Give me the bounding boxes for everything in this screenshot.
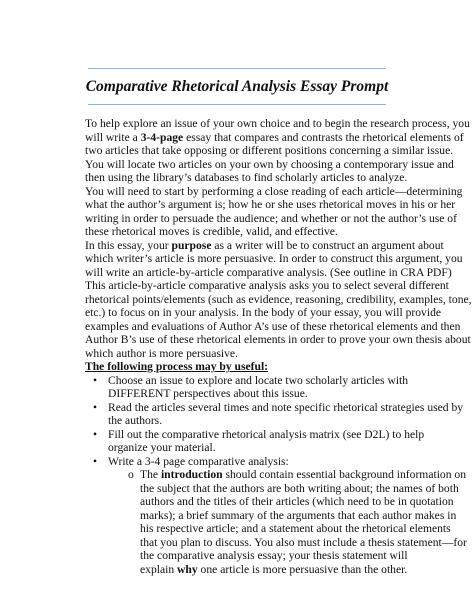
intro-paragraph: [85, 117, 470, 185]
bullet-symbol: •: [93, 400, 98, 414]
bullet-symbol: •: [93, 427, 98, 441]
intro-line: To help explore an issue of your own choice and to begin the research process, you: [85, 117, 470, 130]
purpose-emphasis: purpose: [171, 238, 212, 252]
purpose-line: which writer’s article is more persuasive. In order to construct this argument, you: [85, 252, 463, 265]
sub-item-line: [140, 562, 408, 577]
reading-line: You will need to start by performing a close reading of each article—determining: [85, 184, 463, 198]
purpose-text: as a writer will be to construct an argument about: [211, 238, 444, 252]
list-item: [85, 373, 409, 401]
purpose-line: Author B’s use of these rhetorical elements in order to prove your own thesis about: [85, 333, 471, 346]
title-rule-top: [88, 68, 386, 69]
introduction-emphasis: introduction: [160, 468, 223, 481]
sub-item-text: explain: [140, 562, 178, 576]
sub-item-line: authors and the titles of their articles (which need to be in quotation: [140, 495, 454, 508]
sub-item-line: the subject that the authors are both writing about; the names of both: [140, 481, 459, 495]
purpose-line: etc.) to focus on in your analysis. In the body of your essay, you will provide: [85, 306, 442, 319]
list-item: [85, 400, 464, 428]
sub-item-line: [140, 468, 466, 482]
list-item-line: Write a 3-4 page comparative analysis:: [108, 454, 289, 468]
page-count-emphasis: 3-4-page: [140, 130, 184, 144]
list-item: [85, 455, 397, 469]
reading-paragraph: [85, 184, 463, 239]
sub-item-text: should contain essential background information on: [222, 468, 466, 481]
sub-item-text: The: [140, 468, 161, 481]
intro-line: two articles that take opposing or different positions concerning a similar issue.: [85, 144, 454, 157]
bullet-symbol: •: [93, 373, 98, 387]
process-heading: The following process may by useful:: [85, 360, 269, 373]
bullet-symbol: •: [93, 454, 98, 468]
why-emphasis: why: [177, 562, 198, 576]
sub-bullet-symbol: o: [128, 468, 134, 481]
purpose-line: rhetorical points/elements (such as evidence, reasoning, credibility, examples, tone,: [85, 292, 472, 306]
document-title: Comparative Rhetorical Analysis Essay Prompt: [85, 78, 389, 95]
list-item: [85, 427, 425, 455]
reading-line: what the author’s argument is; how he or she uses rhetorical moves in his or her: [85, 198, 456, 211]
process-list: [85, 373, 464, 469]
list-item-line: Fill out the comparative rhetorical analysis matrix (see D2L) to help: [108, 427, 425, 441]
list-item-line: DIFFERENT perspectives about this issue.: [108, 387, 308, 400]
list-item-line: Choose an issue to explore and locate two scholarly articles with: [108, 373, 409, 387]
reading-line: these rhetorical moves is credible, valid, and effective.: [85, 225, 338, 238]
purpose-line: This article-by-article comparative analysis asks you to select several different: [85, 279, 449, 292]
document-body: [85, 117, 472, 576]
purpose-line: which author is more persuasive.: [85, 346, 238, 360]
sub-list-item: [85, 468, 467, 576]
sub-item-line: the comparative analysis essay; your thesis statement will: [140, 549, 408, 562]
list-item-line: organize your material.: [108, 441, 216, 454]
intro-line: [85, 130, 464, 145]
purpose-line: [85, 238, 444, 253]
intro-text: essay that compares and contrasts the rhetorical elements of: [183, 130, 464, 144]
sub-item-line: marks); a brief summary of the arguments that each author makes in: [140, 508, 457, 522]
intro-line: then using the library’s databases to find scholarly articles to analyze.: [85, 171, 408, 184]
intro-text: will write a: [85, 130, 141, 144]
list-item-line: the authors.: [108, 414, 163, 427]
list-item-line: Read the articles several times and note specific rhetorical strategies used by: [108, 400, 464, 414]
sub-item-line: his respective article; and a statement about the rhetorical elements: [140, 522, 451, 535]
purpose-paragraph: [85, 238, 472, 361]
sub-item-text: one article is more persuasive than the other.: [197, 562, 408, 576]
purpose-text: In this essay, your: [85, 238, 172, 252]
sub-item-line: that you plan to discuss. You also must include a thesis statement—for: [140, 535, 467, 549]
reading-line: writing in order to persuade the audience; and whether or not the author’s use of: [85, 211, 457, 225]
sub-list: [85, 468, 467, 576]
intro-line: You will locate two articles on your own by choosing a contemporary issue and: [85, 157, 454, 171]
title-rule-bottom: [88, 104, 386, 105]
purpose-line: examples and evaluations of Author A’s use of these rhetorical elements and then: [85, 319, 461, 333]
purpose-line: will write an article-by-article comparative analysis. (See outline in CRA PDF): [85, 265, 452, 279]
